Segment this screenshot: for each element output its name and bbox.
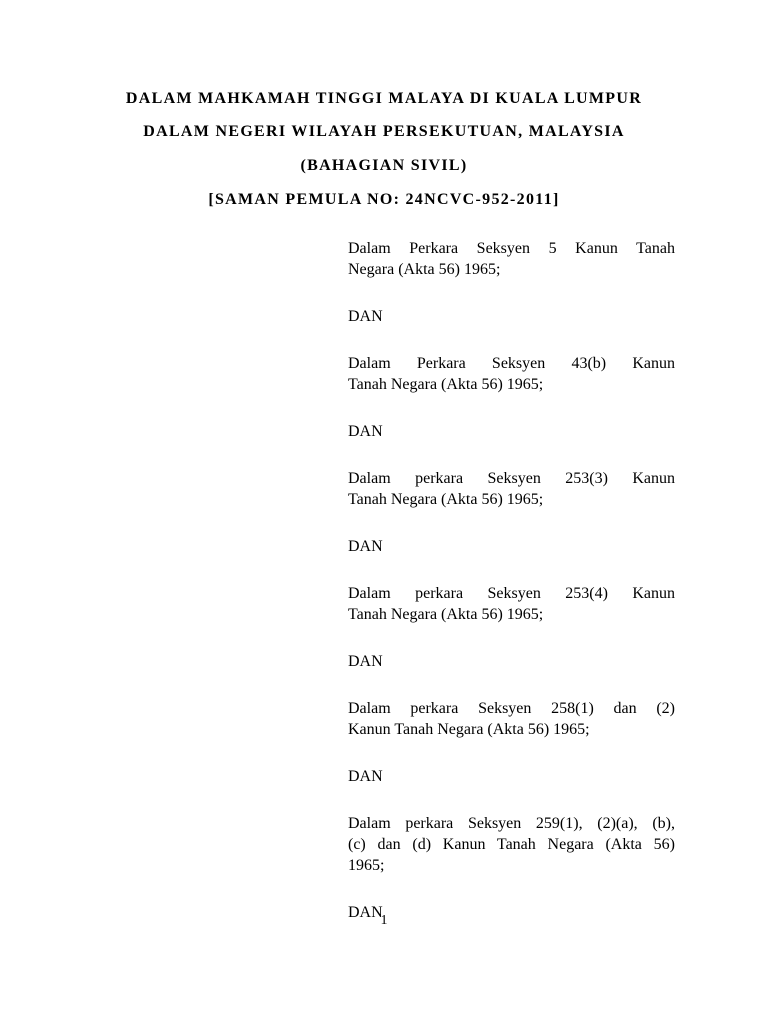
jurisdiction-title: DALAM NEGERI WILAYAH PERSEKUTUAN, MALAYSIA [143,123,625,140]
matter-line: Dalam perkara Seksyen 253(4) Kanun [348,585,675,602]
matters-list [348,238,675,949]
matter-line: Dalam Perkara Seksyen 43(b) Kanun [348,355,675,372]
matter-line: Dalam perkara Seksyen 253(3) Kanun [348,470,675,487]
matter-line: Tanah Negara (Akta 56) 1965; [348,606,544,623]
matter-line: (c) dan (d) Kanun Tanah Negara (Akta 56) [348,836,675,853]
matter-paragraph [348,698,675,740]
matter-line: Dalam perkara Seksyen 259(1), (2)(a), (b), [348,815,675,832]
page-number: 1 [380,913,388,928]
conjunction-dan: DAN [348,653,383,670]
division-title: (BAHAGIAN SIVIL) [300,157,468,174]
conjunction-dan: DAN [348,904,383,921]
matter-paragraph [348,353,675,395]
matter-line: Tanah Negara (Akta 56) 1965; [348,491,544,508]
matter-paragraph [348,468,675,510]
matter-line: Dalam Perkara Seksyen 5 Kanun Tanah [348,240,675,257]
court-title: DALAM MAHKAMAH TINGGI MALAYA DI KUALA LUMPUR [125,90,643,107]
matter-line: Negara (Akta 56) 1965; [348,261,501,278]
matter-line: 1965; [348,857,385,874]
matter-line: Dalam perkara Seksyen 258(1) dan (2) [348,700,675,717]
conjunction-dan: DAN [348,423,383,440]
matter-line: Kanun Tanah Negara (Akta 56) 1965; [348,721,590,738]
conjunction-dan: DAN [348,308,383,325]
matter-paragraph [348,238,675,280]
conjunction-dan: DAN [348,538,383,555]
conjunction-dan: DAN [348,768,383,785]
originating-summons-number: [SAMAN PEMULA NO: 24NCVC-952-2011] [208,191,560,208]
matter-paragraph [348,813,675,876]
matter-paragraph [348,583,675,625]
matter-line: Tanah Negara (Akta 56) 1965; [348,376,544,393]
